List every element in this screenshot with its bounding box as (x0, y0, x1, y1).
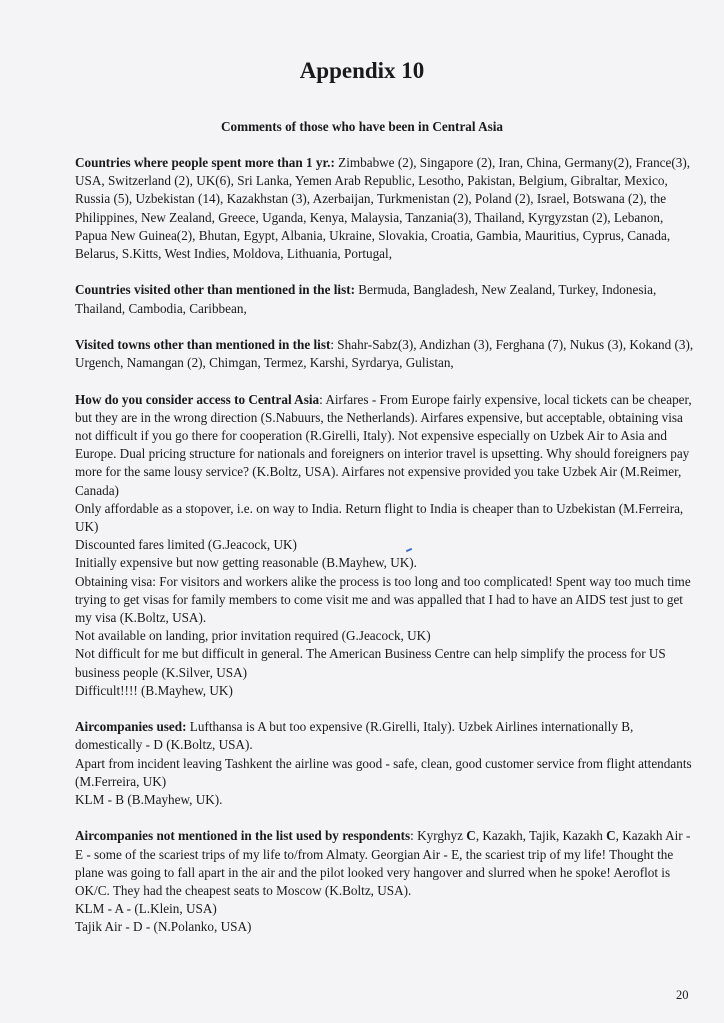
notmentioned-line: Tajik Air - D - (N.Polanko, USA) (75, 919, 252, 935)
page-number: 20 (676, 988, 689, 1002)
access-line: Difficult!!!! (B.Mayhew, UK) (75, 682, 233, 698)
text-towns: : Shahr-Sabz(3), Andizhan (3), Ferghana (7), Nukus (3), Kokand (3), Urgench, Namangan (2), Chimgan, Termez, Karshi, Syrdarya, Gulistan, (75, 337, 694, 371)
aircompanies-line: Apart from incident leaving Tashkent the airline was good - safe, clean, good customer service from flight attendants (M.Ferreira, UK) (75, 755, 692, 789)
text-notmentioned-b: , Kazakh, Tajik, Kazakh (475, 828, 607, 844)
access-line: Initially expensive but now getting reasonable (B.Mayhew, UK). (75, 555, 417, 571)
text-aircompanies: Lufthansa is A but too expensive (R.Girelli, Italy). Uzbek Airlines internationally B, domestically - D (K.Boltz, USA). (75, 719, 634, 753)
access-line: Discounted fares limited (G.Jeacock, UK) (75, 537, 297, 553)
paragraph-visited (75, 281, 697, 317)
text-notmentioned-c: , Kazakh Air - E - some of the scariest trips of my life to/from Almaty. Georgian Air - E, the scariest trip of my life! Thought the plane was going to fall apart in the air and the pilot looked very hangover and slurred when he spoke! Aeroflot is OK/C. They had the cheapest seats to Moscow (K.Boltz, USA). (75, 828, 691, 899)
label-visited: Countries visited other than mentioned in the list: (75, 282, 355, 298)
access-line: Only affordable as a stopover, i.e. on way to India. Return flight to India is cheaper than to Uzbekistan (M.Ferreira, UK) (75, 500, 684, 535)
notmentioned-line: KLM - A - (L.Klein, USA) (75, 901, 217, 917)
access-line: Not available on landing, prior invitation required (G.Jeacock, UK) (75, 628, 431, 644)
text-notmentioned-a: : Kyrghyz (410, 828, 467, 844)
paragraph-notmentioned (75, 827, 697, 936)
paragraph-access (75, 391, 697, 700)
text-access: : Airfares - From Europe fairly expensive, local tickets can be cheaper, but they are in the wrong direction (S.Nabuurs, the Netherlands). Airfares expensive, but acceptable, obtaining visa not difficult if you go there for cooperation (R.Girelli, Italy). Not expensive especially on Uzbek Air to Asia and Europe. Dual pricing structure for nationals and foreigners on interior travel is upsetting. Why should foreigners pay more for the same lousy service? (K.Boltz, USA). Airfares not expensive provided you take Uzbek Air (M.Reimer, Canada) (75, 391, 692, 498)
grade-c-kazakh: C (606, 828, 616, 844)
text-countries: Zimbabwe (2), Singapore (2), Iran, China, Germany(2), France(3), USA, Switzerland (2), UK(6), Sri Lanka, Yemen Arab Republic, Lesotho, Pakistan, Belgium, Gibraltar, Mexico, Russia (5), Uzbekistan (14), Kazakhstan (3), Azerbaijan, Turkmenistan (2), Poland (2), Israel, Botswana (2), the Philippines, New Zealand, Greece, Uganda, Kenya, Malaysia, Tanzania(3), Thailand, Kyrgyzstan (2), Lebanon, Papua New Guinea(2), Bhutan, Egypt, Albania, Ukraine, Slovakia, Croatia, Gambia, Mauritius, Cyprus, Canada, Belarus, S.Kitts, West Indies, Moldova, Lithuania, Portugal, (75, 155, 691, 262)
page-title: Appendix 10 (299, 58, 425, 83)
paragraph-aircompanies (75, 718, 697, 809)
label-aircompanies: Aircompanies used: (75, 719, 187, 735)
paragraph-towns (75, 336, 697, 372)
paragraph-countries (75, 154, 697, 263)
label-towns: Visited towns other than mentioned in the list (75, 337, 331, 352)
access-line: Not difficult for me but difficult in general. The American Business Centre can help simplify the process for US business people (K.Silver, USA) (75, 646, 666, 680)
access-line: Obtaining visa: For visitors and workers alike the process is too long and too complicated! Spent way too much time trying to get visas for family members to come visit me and was appalled that I had to have an AIDS test just to get my visa (K.Boltz, USA). (75, 573, 691, 626)
label-countries: Countries where people spent more than 1 yr.: (75, 155, 335, 170)
text-visited: Bermuda, Bangladesh, New Zealand, Turkey, Indonesia, Thailand, Cambodia, Caribbean, (75, 282, 657, 316)
document-body (75, 154, 697, 955)
aircompanies-line: KLM - B (B.Mayhew, UK). (75, 792, 223, 808)
grade-c-kyrghyz: C (466, 828, 476, 844)
page-subtitle: Comments of those who have been in Central Asia (220, 119, 504, 134)
label-access: How do you consider access to Central Asia (75, 391, 320, 407)
label-notmentioned: Aircompanies not mentioned in the list used by respondents (75, 828, 411, 844)
